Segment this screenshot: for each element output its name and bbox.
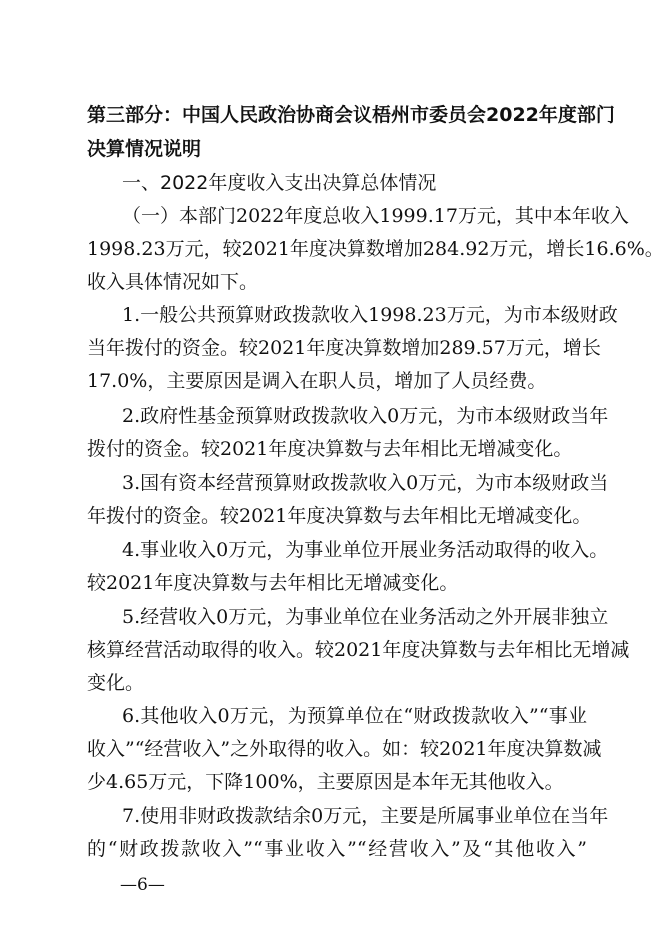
paragraph-line: 4.事业收入0万元，为事业单位开展业务活动取得的收入。: [122, 539, 609, 561]
paragraph-line: 的“财政拨款收入”“事业收入”“经营收入”及“其他收入”: [87, 838, 587, 860]
paragraph-line: 2.政府性基金预算财政拨款收入0万元，为市本级财政当年: [122, 405, 609, 427]
page-number: —6—: [120, 875, 165, 895]
paragraph-line: 少4.65万元，下降100%，主要原因是本年无其他收入。: [87, 771, 564, 793]
document-title-line-2: 决算情况说明: [87, 138, 202, 160]
paragraph-line: 较2021年度决算数与去年相比无增减变化。: [87, 572, 459, 594]
paragraph-line: 变化。: [87, 672, 145, 694]
paragraph-line: 年拨付的资金。较2021年度决算数与去年相比无增减变化。: [87, 505, 592, 527]
paragraph-line: 17.0%，主要原因是调入在职人员，增加了人员经费。: [87, 370, 547, 392]
paragraph-line: 收入具体情况如下。: [87, 271, 259, 293]
paragraph-line: 核算经营活动取得的收入。较2021年度决算数与去年相比无增减: [87, 639, 630, 661]
paragraph-line: 当年拨付的资金。较2021年度决算数增加289.57万元，增长: [87, 337, 601, 359]
section-heading: 一、2022年度收入支出决算总体情况: [122, 172, 437, 194]
paragraph-line: 6.其他收入0万元，为预算单位在“财政拨款收入”“事业: [122, 705, 587, 727]
paragraph-line: 拨付的资金。较2021年度决算数与去年相比无增减变化。: [87, 438, 573, 460]
paragraph-line: 收入”“经营收入”之外取得的收入。如：较2021年度决算数减: [87, 738, 602, 760]
paragraph-line: 1.一般公共预算财政拨款收入1998.23万元，为市本级财政: [122, 304, 618, 326]
paragraph-line: 5.经营收入0万元，为事业单位在业务活动之外开展非独立: [122, 606, 609, 628]
paragraph-line: 1998.23万元，较2021年度决算数增加284.92万元，增长16.6%。: [87, 238, 664, 260]
paragraph-line: （一）本部门2022年度总收入1999.17万元，其中本年收入: [122, 205, 629, 227]
document-title-line-1: 第三部分：中国人民政治协商会议梧州市委员会2022年度部门: [87, 104, 615, 126]
paragraph-line: 3.国有资本经营预算财政拨款收入0万元，为市本级财政当: [122, 472, 609, 494]
paragraph-line: 7.使用非财政拨款结余0万元，主要是所属事业单位在当年: [122, 805, 609, 827]
